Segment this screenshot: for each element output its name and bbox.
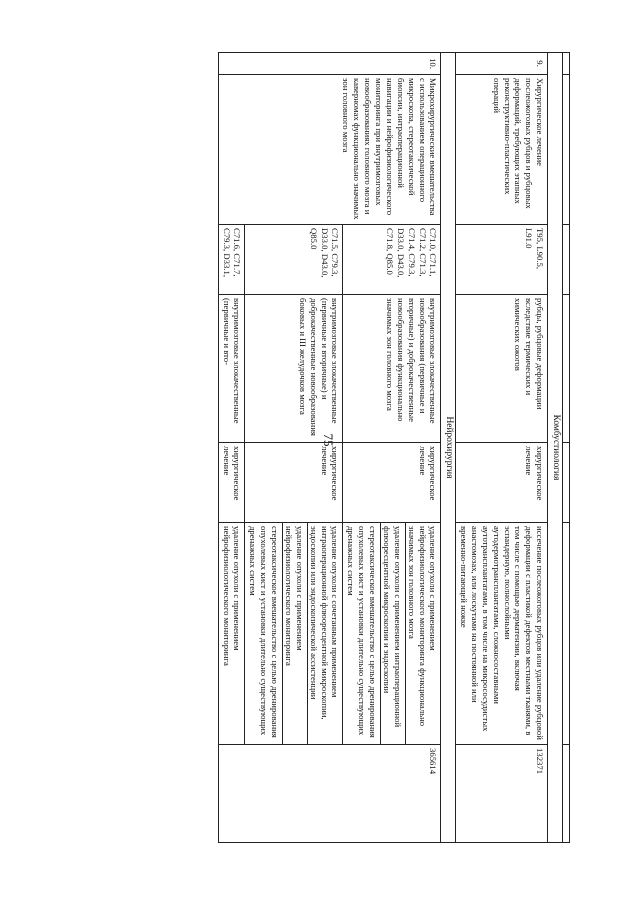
row-number: 9. bbox=[456, 53, 548, 75]
icd-codes: C71.6, C71.7, C79.3, D33.1, bbox=[218, 225, 245, 295]
treatment-methods bbox=[245, 523, 343, 745]
rotated-table-wrapper bbox=[86, 52, 570, 842]
section-header-row bbox=[548, 53, 563, 843]
patient-model: внутримозговые злокачественные (первичные и вторичные) и доброкачественные новообразования боковых и III желудочков мозга bbox=[245, 295, 343, 443]
section-header-row bbox=[441, 53, 456, 843]
treatment-method: стереотаксическое вмешательство с целью дренирования опухолевых кист и установки длительно существующих дренажных систем bbox=[248, 523, 284, 744]
treatment-type: хирургическое лечение bbox=[218, 443, 245, 523]
treatment-method: удаление опухоли с сочетанным применением интраоперационной флюоресцентной микроскопии, эндоскопии или эндоскопической ассистенции bbox=[308, 526, 341, 720]
section-title: Нейрохирургия bbox=[441, 53, 456, 843]
treatment-method: удаление опухоли с применением нейрофизиологического мониторинга bbox=[283, 523, 308, 744]
treatment-type: хирургическое лечение bbox=[456, 443, 548, 523]
cost-value: 132371 bbox=[456, 745, 548, 843]
table-row bbox=[343, 53, 441, 843]
icd-codes: T95, L90.5, L91.0 bbox=[456, 225, 548, 295]
care-name: Хирургическое лечение послеожоговых рубцов и рубцовых деформаций, требующих этапных реконструктивно-пластических операций bbox=[456, 75, 548, 225]
section-title: Комбустиология bbox=[548, 53, 563, 843]
table-top-row bbox=[563, 53, 570, 843]
patient-model: рубцы, рубцовые деформации вследствие термических и химических ожогов bbox=[456, 295, 548, 443]
care-name: Микрохирургические вмешательства с использованием операционного микроскопа, стереотаксической биопсии, интраоперационной навигации и нейрофизиологического мониторинга при внутримозговых новообразованиях головного мозга и каверномах функционально значимых зон головного мозга bbox=[218, 75, 441, 225]
treatment-methods bbox=[343, 523, 441, 745]
row-number: 10. bbox=[218, 53, 441, 75]
treatment-method: удаление опухоли с применением нейрофизиологического мониторинга функционально значимых зон головного мозга bbox=[406, 526, 439, 727]
page-number: 75 bbox=[321, 433, 336, 447]
treatment-method: удаление опухоли с применением нейрофизиологического мониторинга bbox=[218, 523, 245, 745]
icd-codes: C71.0, C71.1, C71.2, C71.3, C71.4, C79.3, D33.0, D43.0, C71.8, Q85.0 bbox=[343, 225, 441, 295]
treatment-type: хирургическое лечение bbox=[343, 443, 441, 523]
treatment-method: иссечение послеожоговых рубцов или удаление рубцовой деформации с пластикой дефектов местными тканями, в том числе с помощью дерматензии, включая эспандерную, полнослойными аутодермотрансплантатами, сложносоставными аутотрансплантатами, в том числе на микрососудистых анастомозах, или лоскутами на постоянной или временно-питающей ножке bbox=[456, 523, 548, 745]
table-row bbox=[456, 53, 548, 843]
medical-care-table bbox=[218, 52, 570, 843]
treatment-method: удаление опухоли с применением интраоперационной флюоресцентной микроскопии и эндоскопии bbox=[381, 523, 406, 744]
patient-model: внутримозговые злокачественные (первичные и вто- bbox=[218, 295, 245, 443]
patient-model: внутримозговые злокачественные новообразования (первичные и вторичные) и доброкачественные новообразования функционально значимых зон головного мозга bbox=[343, 295, 441, 443]
treatment-method: стереотаксическое вмешательство с целью дренирования опухолевых кист и установки длительно существующих дренажных систем bbox=[346, 523, 382, 744]
cost-value: 365614 bbox=[218, 745, 441, 843]
treatment-type: хирургическое лечение bbox=[245, 443, 343, 523]
icd-codes: C71.5, C79.3, D33.0, D43.0, Q85.0 bbox=[245, 225, 343, 295]
